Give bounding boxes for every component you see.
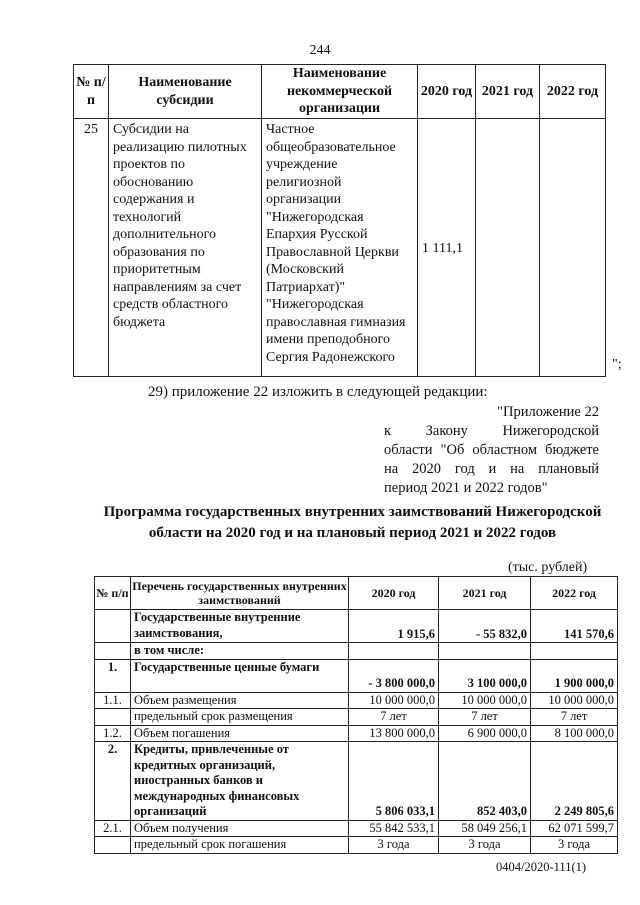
row-2021: 7 лет (439, 709, 531, 726)
appendix-line-4: на 2020 год и на плановый (384, 461, 599, 477)
table-row (95, 820, 618, 837)
table-row (95, 709, 618, 726)
paragraph-29: 29) приложение 22 изложить в следующей редакции: (148, 384, 488, 400)
row-2022: 62 071 599,7 (531, 820, 618, 837)
table-row (95, 837, 618, 854)
row-name: Объем размещения (131, 692, 349, 709)
row-2020: 1 111,1 (418, 119, 476, 377)
row-2022: 7 лет (531, 709, 618, 726)
row-num: 2.1. (95, 820, 131, 837)
header-2020: 2020 год (418, 65, 476, 119)
row-2021 (476, 119, 540, 377)
row-2020: - 3 800 000,0 (349, 659, 439, 692)
row-2022: 8 100 000,0 (531, 725, 618, 742)
row-name: Объем погашения (131, 725, 349, 742)
table-row (95, 692, 618, 709)
row-2021 (439, 643, 531, 660)
subsidy-table (73, 64, 606, 377)
row-num: 25 (74, 119, 109, 377)
row-2022 (531, 643, 618, 660)
row-name: Объем получения (131, 820, 349, 837)
row-name: Государственные внутренние заимствования, (131, 610, 349, 643)
header-2022: 2022 год (540, 65, 606, 119)
appendix-line-2: к Закону Нижегородской (384, 423, 599, 439)
appendix-line-1: "Приложение 22 (497, 404, 599, 420)
row-name: Государственные ценные бумаги (131, 659, 349, 692)
row-num (95, 610, 131, 643)
appendix-line-3: области "Об областном бюджете (384, 442, 599, 458)
row-2020: 3 года (349, 837, 439, 854)
header-2022: 2022 год (531, 577, 618, 610)
header-num: № п/п (95, 577, 131, 610)
row-organization: Частное общеобразовательное учреждение религиозной организации "Нижегородская Епархия Русской Православной Церкви (Московский Патриархат)" "Нижегородская православная гимназия имени преподобного Сергия Радонежского (262, 119, 418, 377)
row-2022: 2 249 805,6 (531, 742, 618, 821)
row-2021: 3 100 000,0 (439, 659, 531, 692)
table-row (74, 119, 606, 377)
unit-label: (тыс. рублей) (508, 560, 588, 575)
row-num (95, 837, 131, 854)
table-row (95, 725, 618, 742)
header-subsidy: Наименование субсидии (109, 65, 262, 119)
header-list: Перечень государственных внутренних заимствований (131, 577, 349, 610)
appendix-note (384, 403, 599, 498)
row-2020: 7 лет (349, 709, 439, 726)
row-num: 1.2. (95, 725, 131, 742)
row-num (95, 643, 131, 660)
row-2021: 3 года (439, 837, 531, 854)
borrowing-table (94, 576, 618, 854)
row-2021: 10 000 000,0 (439, 692, 531, 709)
row-name: в том числе: (131, 643, 349, 660)
document-number: 0404/2020-111(1) (496, 860, 587, 874)
row-name: предельный срок погашения (131, 837, 349, 854)
row-2021: 58 049 256,1 (439, 820, 531, 837)
row-2021: 6 900 000,0 (439, 725, 531, 742)
header-num: № п/п (74, 65, 109, 119)
page-number: 244 (309, 43, 331, 58)
row-num (95, 709, 131, 726)
row-2020: 13 800 000,0 (349, 725, 439, 742)
closing-quote: "; (612, 357, 622, 372)
table-row (95, 610, 618, 643)
table-row (95, 643, 618, 660)
row-2022: 3 года (531, 837, 618, 854)
row-num: 1.1. (95, 692, 131, 709)
row-2022: 1 900 000,0 (531, 659, 618, 692)
row-2020: 55 842 533,1 (349, 820, 439, 837)
table-row (95, 742, 618, 821)
row-2020: 5 806 033,1 (349, 742, 439, 821)
row-2021: 852 403,0 (439, 742, 531, 821)
program-heading: Программа государственных внутренних заимствований Нижегородской области на 2020 год и на плановый период 2021 и 2022 годов (103, 504, 602, 541)
row-2020: 1 915,6 (349, 610, 439, 643)
header-2020: 2020 год (349, 577, 439, 610)
row-name: Кредиты, привлеченные от кредитных организаций, иностранных банков и международных финансовых организаций (131, 742, 349, 821)
header-2021: 2021 год (439, 577, 531, 610)
header-2021: 2021 год (476, 65, 540, 119)
row-num: 2. (95, 742, 131, 821)
row-2022 (540, 119, 606, 377)
appendix-line-5: период 2021 и 2022 годов" (384, 480, 548, 496)
row-2021: - 55 832,0 (439, 610, 531, 643)
header-organization: Наименование некоммерческой организации (262, 65, 418, 119)
row-subsidy: Субсидии на реализацию пилотных проектов по обоснованию содержания и технологий дополнительного образования по приоритетным направлениям за счет средств областного бюджета (109, 119, 262, 377)
row-num: 1. (95, 659, 131, 692)
row-2020 (349, 643, 439, 660)
table-row (95, 659, 618, 692)
row-2022: 10 000 000,0 (531, 692, 618, 709)
row-2022: 141 570,6 (531, 610, 618, 643)
row-2020: 10 000 000,0 (349, 692, 439, 709)
row-name: предельный срок размещения (131, 709, 349, 726)
